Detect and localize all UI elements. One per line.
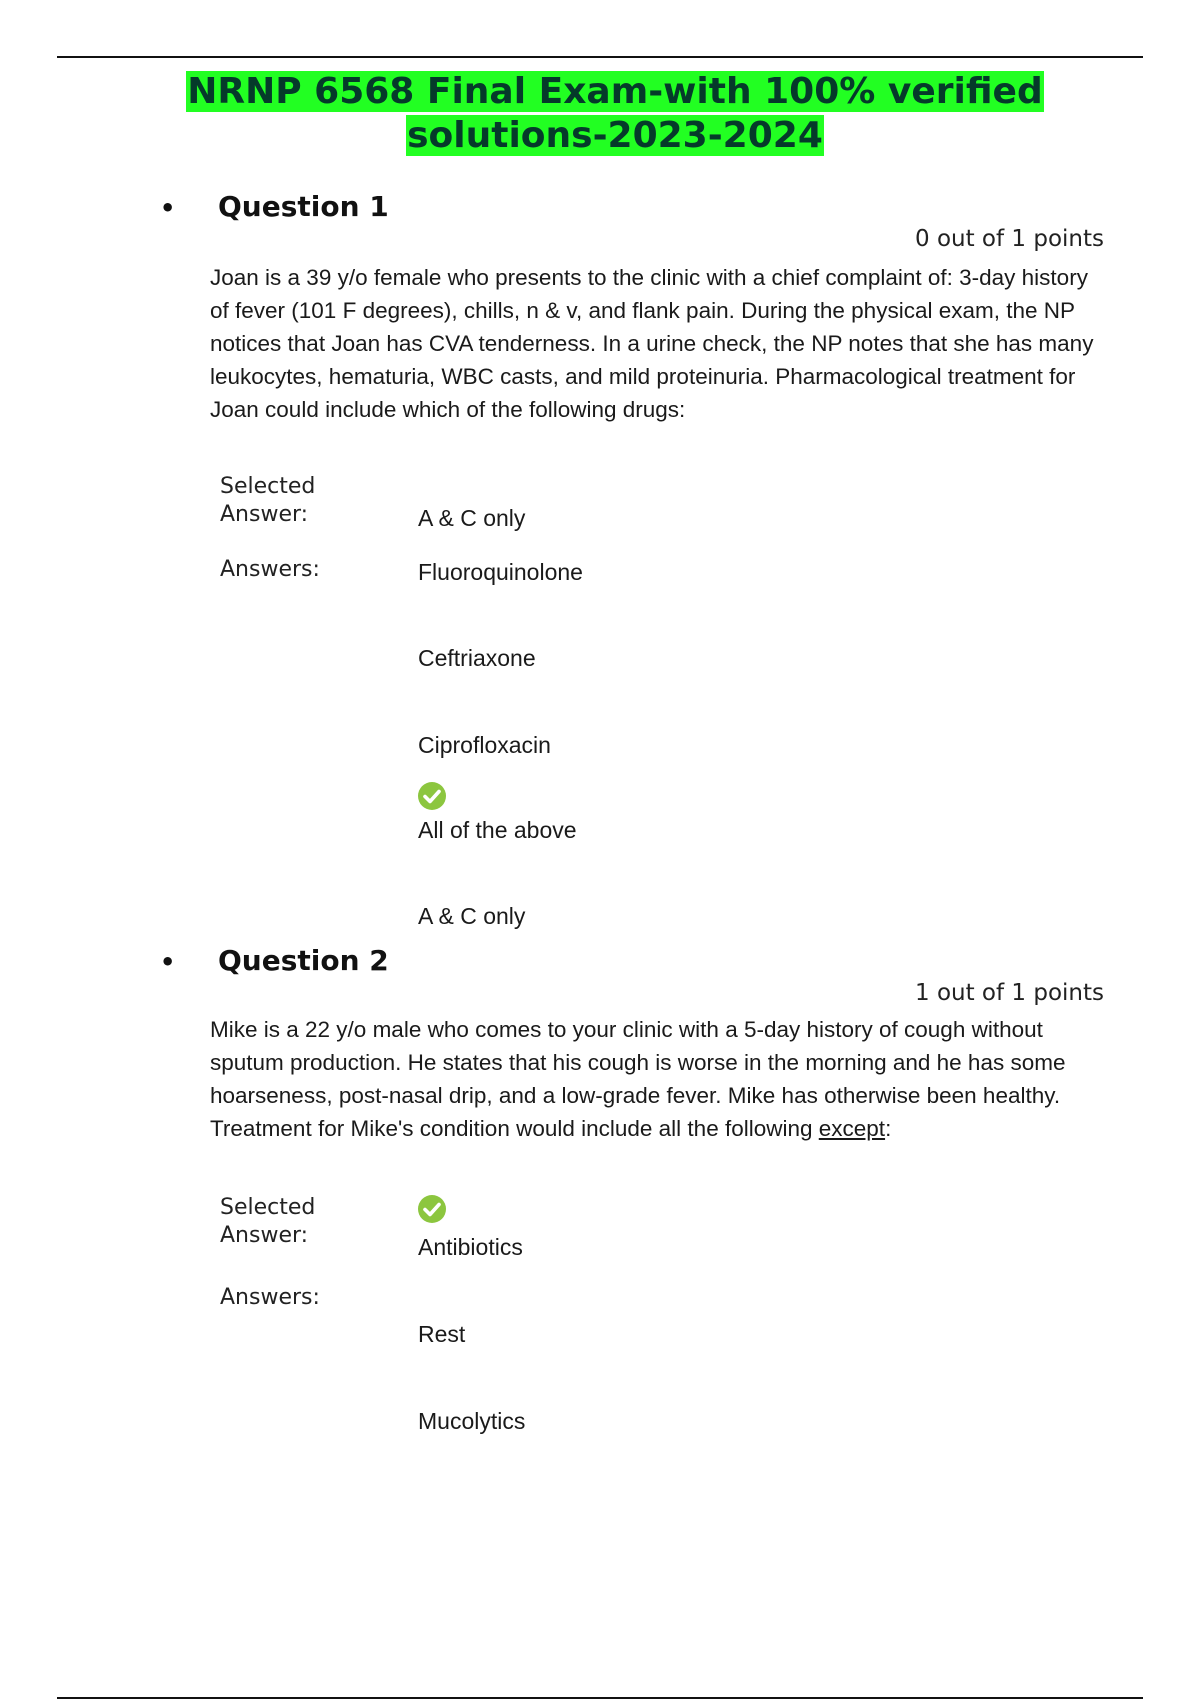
q2-selected-answer-label: Selected Answer: (220, 1195, 316, 1248)
question-2-points: 1 out of 1 points (915, 980, 1104, 1006)
question-1-points: 0 out of 1 points (915, 226, 1104, 252)
q1-answer-4: All of the above (418, 817, 577, 843)
q1-answer-2: Ceftriaxone (418, 645, 536, 671)
q1-answer-1: Fluoroquinolone (418, 559, 583, 585)
q1-answers-label: Answers: (220, 557, 320, 582)
q1-answer-5: A & C only (418, 903, 526, 929)
question-2-heading: • Question 2 (160, 944, 389, 977)
check-circle-icon (418, 782, 446, 810)
check-circle-icon (418, 1195, 446, 1223)
q1-selected-answer: A & C only (418, 505, 526, 531)
q1-selected-answer-label: Selected Answer: (220, 474, 316, 527)
except-emphasis: except (818, 1116, 886, 1141)
top-rule (57, 56, 1143, 58)
q2-answers-label: Answers: (220, 1285, 320, 1310)
bottom-rule (57, 1697, 1143, 1699)
question-2-text: Mike is a 22 y/o male who comes to your clinic with a 5-day history of cough without sputum production. He states that his cough is worse in the morning and he has some hoarseness, post-nasal drip, and a low-grade fever. Mike has otherwise been healthy. Treatment for Mike's condition would include all the following except: (210, 1017, 1066, 1141)
q2-selected-answer: Antibiotics (418, 1234, 523, 1260)
question-1-heading: • Question 1 (160, 190, 389, 223)
document-title: NRNP 6568 Final Exam-with 100% verified solutions-2023-2024 (187, 71, 1043, 156)
q2-answer-1: Rest (418, 1321, 466, 1347)
q2-answer-2: Mucolytics (418, 1408, 526, 1434)
q1-answer-3: Ciprofloxacin (418, 732, 551, 758)
question-1-text: Joan is a 39 y/o female who presents to the clinic with a chief complaint of: 3-day history of fever (101 F degrees), chills, n & v, and flank pain. During the physical exam, the NP notices that Joan has CVA tenderness. In a urine check, the NP notes that she has many leukocytes, hematuria, WBC casts, and mild proteinuria. Pharmacological treatment for Joan could include which of the following drugs: (210, 265, 1094, 422)
